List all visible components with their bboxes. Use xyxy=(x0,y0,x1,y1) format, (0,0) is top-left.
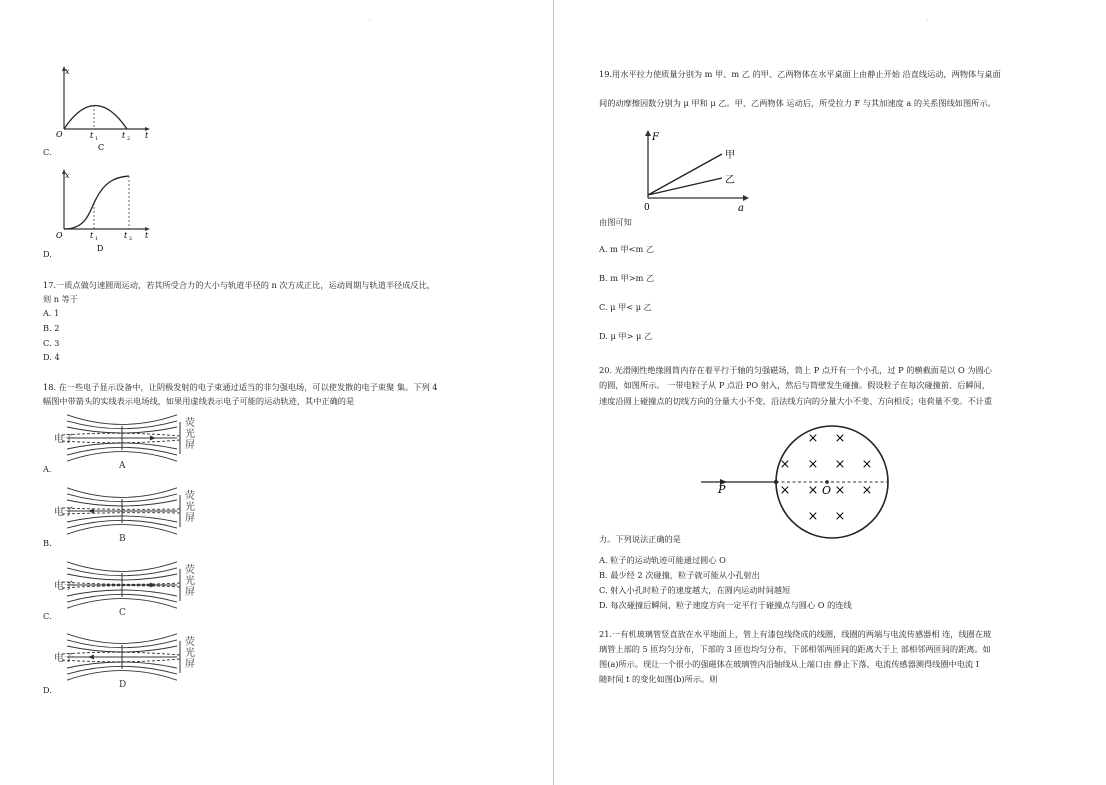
screen-label: 荧 xyxy=(185,565,195,576)
field-x-marks xyxy=(780,431,873,524)
f-axis-label: F xyxy=(652,132,659,143)
svg-text:t: t xyxy=(145,231,149,240)
screen-label: 光 xyxy=(185,502,195,513)
q21-stem-3: 图(a)所示。现让一个很小的强磁体在玻璃管内沿轴线从上端口由 静止下落，电流传感器测得线圈中电流 I xyxy=(599,659,979,669)
svg-text:t: t xyxy=(90,231,94,240)
q20-stem-4: 力。下列说法正确的是 xyxy=(599,534,681,544)
graph-c-y-label: x xyxy=(65,67,70,76)
field-figure-c xyxy=(52,560,202,620)
q19-option-d: D. μ 甲> μ 乙 xyxy=(599,331,653,341)
field-figure-b xyxy=(52,486,202,546)
field-x-mark: × xyxy=(807,483,819,498)
q20-option-c: C. 射入小孔时粒子的速度越大，在圆内运动时间越短 xyxy=(599,585,791,595)
screen-label: 荧 xyxy=(185,637,195,648)
electron-label: 电子 xyxy=(54,434,74,445)
svg-text:t: t xyxy=(122,131,126,140)
field-x-mark: × xyxy=(834,509,846,524)
q18-option-c-label: C. xyxy=(43,611,52,621)
q19-after: 由图可知 xyxy=(599,217,632,227)
field-x-mark: × xyxy=(779,457,791,472)
q19-option-c: C. μ 甲< μ 乙 xyxy=(599,302,652,312)
q20-option-d: D. 每次碰撞后瞬间，粒子速度方向一定平行于碰撞点与圆心 O 的连线 xyxy=(599,600,852,610)
graph-c-caption: C xyxy=(98,143,105,152)
figure-caption: A xyxy=(119,461,126,471)
page-divider xyxy=(553,0,554,785)
point-o-label: O xyxy=(822,484,832,497)
q21-stem-1: 21.一有机玻璃管竖直放在水平地面上，管上有漆包线绕成的线圈，线圈的两端与电流传感器相 连，线圈在玻 xyxy=(599,629,992,639)
svg-text:O: O xyxy=(56,231,63,240)
svg-text:1: 1 xyxy=(95,236,99,242)
q19-stem-1: 19.用水平拉力使质量分别为 m 甲、m 乙 的甲、乙两物体在水平桌面上由静止开始 沿直线运动，两物体与桌面 xyxy=(599,69,1001,79)
q17-option-b: B. 2 xyxy=(43,323,60,333)
field-x-mark: × xyxy=(861,483,873,498)
svg-text:1: 1 xyxy=(95,136,99,142)
page-marker: · xyxy=(369,18,371,25)
field-x-mark: × xyxy=(807,509,819,524)
electron-label: 电子 xyxy=(54,653,74,664)
q19-option-a: A. m 甲<m 乙 xyxy=(599,244,655,254)
q20-stem-1: 20. 光滑刚性绝缘圆筒内存在着平行于轴的匀强磁场，筒上 P 点开有一个小孔，过 P 的横截面是以 O 为圆心 xyxy=(599,365,992,375)
q18-option-d-label: D. xyxy=(43,685,52,695)
svg-text:2: 2 xyxy=(127,136,131,142)
q17-stem-2: 则 n 等于 xyxy=(43,294,79,304)
a-axis-label: a xyxy=(738,203,744,214)
q20-option-b: B. 最少经 2 次碰撞，粒子就可能从小孔射出 xyxy=(599,570,760,580)
screen-label: 屏 xyxy=(185,659,195,670)
q17-option-d: D. 4 xyxy=(43,352,60,362)
screen-label: 屏 xyxy=(185,587,195,598)
figure-caption: D xyxy=(119,680,127,690)
screen-label: 光 xyxy=(185,648,195,659)
q19-option-b: B. m 甲>m 乙 xyxy=(599,273,655,283)
field-figure-a xyxy=(52,413,202,473)
right-page xyxy=(556,0,1106,785)
svg-text:t: t xyxy=(124,231,128,240)
option-d-label: D. xyxy=(43,249,52,259)
field-x-mark: × xyxy=(807,431,819,446)
screen-label: 屏 xyxy=(185,440,195,451)
q19-stem-2: 间的动摩擦因数分别为 μ 甲和 μ 乙。甲、乙两物体 运动后，所受拉力 F 与其加速度 a 的关系图线如图所示。 xyxy=(599,98,996,108)
screen-label: 荧 xyxy=(185,491,195,502)
q18-stem-1: 18. 在一些电子显示设备中，让阴极发射的电子束通过适当的非匀强电场，可以使发散的电子束聚 集。下列 4 xyxy=(43,382,438,392)
graph-d xyxy=(50,167,160,253)
svg-text:x: x xyxy=(65,171,70,180)
electron-label: 电子 xyxy=(54,507,74,518)
field-x-mark: × xyxy=(861,457,873,472)
q21-stem-2: 璃管上部的 5 匝均匀分布，下部的 3 匝也均匀分布，下部相邻两匝间的距离大于上 部相邻两匝间的距离。如 xyxy=(599,644,991,654)
svg-text:t: t xyxy=(90,131,94,140)
q18-option-b-label: B. xyxy=(43,538,52,548)
f-a-graph xyxy=(638,128,758,218)
svg-text:t: t xyxy=(145,131,149,140)
line-yi-label: 乙 xyxy=(725,175,735,186)
q20-stem-2: 的圆，如图所示。 一带电粒子从 P 点沿 PO 射入，然后与筒壁发生碰撞。假设粒子在每次碰撞前、后瞬间， xyxy=(599,380,990,390)
field-x-mark: × xyxy=(807,457,819,472)
figure-caption: B xyxy=(119,534,126,544)
left-page xyxy=(0,0,552,785)
screen-label: 屏 xyxy=(185,513,195,524)
option-c-label: C. xyxy=(43,147,52,157)
q20-stem-3: 速度沿圆上碰撞点的切线方向的分量大小不变，沿法线方向的分量大小不变、方向相反；电荷量不变。不计重 xyxy=(599,396,993,406)
graph-c xyxy=(50,62,160,152)
screen-label: 光 xyxy=(185,576,195,587)
screen-label: 荧 xyxy=(185,418,195,429)
line-jia-label: 甲 xyxy=(725,150,735,161)
field-x-mark: × xyxy=(779,483,791,498)
q18-stem-2: 幅图中带箭头的实线表示电场线，如果用虚线表示电子可能的运动轨迹，其中正确的是 xyxy=(43,396,355,406)
field-figure-d xyxy=(52,632,202,692)
figure-caption: C xyxy=(119,608,126,618)
magnetic-field-figure xyxy=(701,422,901,542)
svg-text:2: 2 xyxy=(129,236,133,242)
screen-label: 光 xyxy=(185,429,195,440)
origin-label: 0 xyxy=(644,203,650,213)
q17-option-a: A. 1 xyxy=(43,308,60,318)
point-p-label: P xyxy=(718,483,726,496)
electron-label: 电子 xyxy=(54,581,74,592)
field-x-mark: × xyxy=(834,457,846,472)
field-x-mark: × xyxy=(834,483,846,498)
graph-c-origin: O xyxy=(56,130,63,139)
q17-option-c: C. 3 xyxy=(43,338,60,348)
q17-stem-1: 17.一质点做匀速圆周运动，若其所受合力的大小与轨道半径的 n 次方成正比，运动周期与轨道半径成反比， xyxy=(43,280,435,290)
q18-option-a-label: A. xyxy=(43,464,52,474)
q21-stem-4: 随时间 t 的变化如图(b)所示。则 xyxy=(599,674,718,684)
field-x-mark: × xyxy=(834,431,846,446)
graph-d-caption: D xyxy=(97,244,104,253)
page-marker: · xyxy=(926,18,928,25)
q20-option-a: A. 粒子的运动轨迹可能通过圆心 O xyxy=(599,555,726,565)
